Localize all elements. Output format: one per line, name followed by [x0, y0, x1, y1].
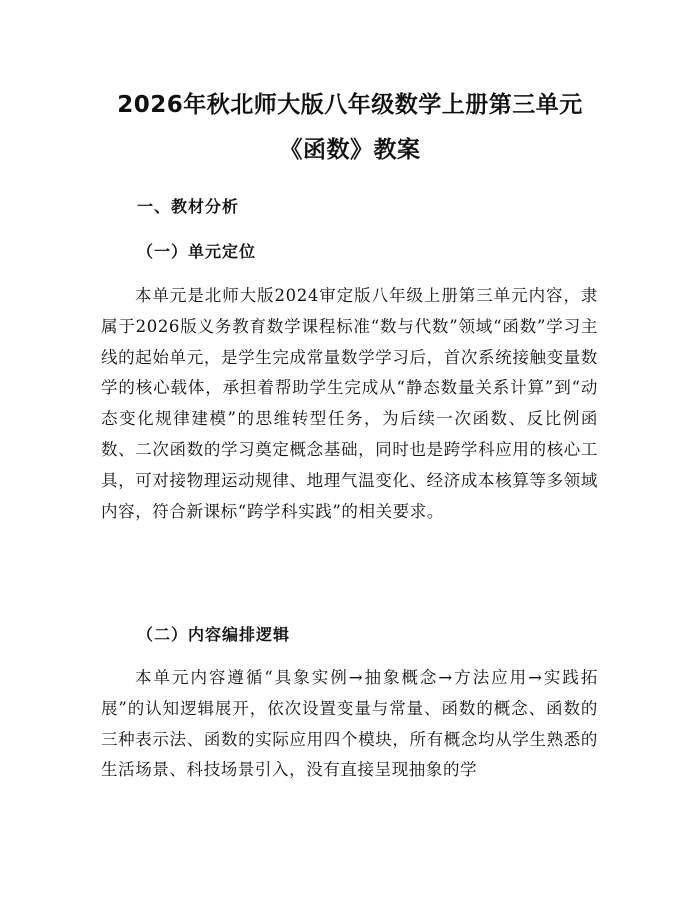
document-title-line-1: 2026年秋北师大版八年级数学上册第三单元 [117, 92, 583, 118]
paragraph-content-logic: 本单元内容遵循“具象实例→抽象概念→方法应用→实践拓展”的认知逻辑展开，依次设置变量与常量、函数的概念、函数的三种表示法、函数的实际应用四个模块，所有概念均从学生熟悉的生活场景、科技场景引入，没有直接呈现抽象的学 [101, 668, 598, 780]
section-heading-textbook-analysis: 一、教材分析 [137, 197, 240, 216]
subsection-heading-unit-positioning: （一）单元定位 [137, 242, 257, 261]
paragraph-unit-positioning: 本单元是北师大版2024审定版八年级上册第三单元内容，隶属于2026版义务教育数学课程标准“数与代数”领域“函数”学习主线的起始单元，是学生完成常量数学学习后，首次系统接触变量数学的核心载体，承担着帮助学生完成从“静态数量关系计算”到“动态变化规律建模”的思维转型任务，为后续一次函数、反比例函数、二次函数的学习奠定概念基础，同时也是跨学科应用的核心工具，可对接物理运动规律、地理气温变化、经济成本核算等多领域内容，符合新课标“跨学科实践”的相关要求。 [101, 286, 598, 521]
subsection-heading-content-logic: （二）内容编排逻辑 [137, 625, 291, 644]
document-title-line-2: 《函数》教案 [279, 137, 421, 163]
